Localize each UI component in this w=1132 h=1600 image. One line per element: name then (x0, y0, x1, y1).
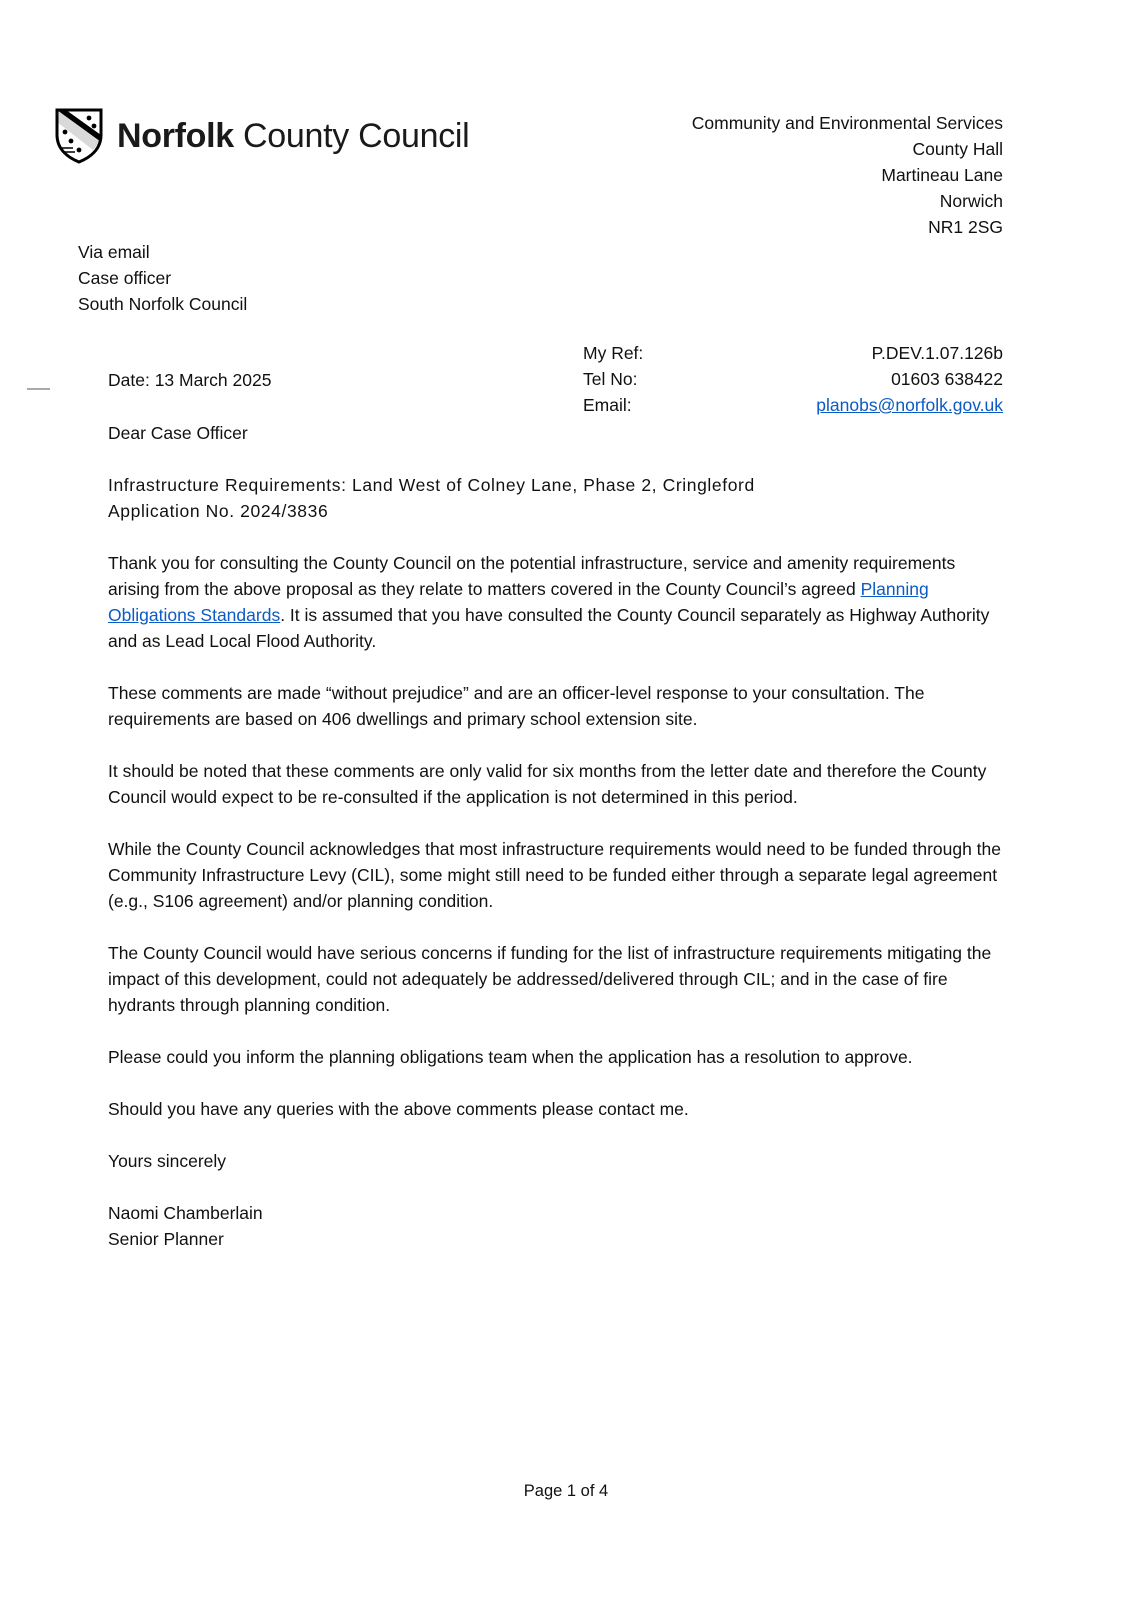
norfolk-crest-icon (55, 108, 103, 164)
paragraph-validity: It should be noted that these comments are only valid for six months from the letter date and therefore the County Council would expect to be re-consulted if the application is not determined in this period. (108, 761, 987, 807)
paragraph-cil-funding: While the County Council acknowledges that most infrastructure requirements would need to be funded through the Community Infrastructure Levy (CIL), some might still need to be funded either through a separate legal agreement (e.g., S106 agreement) and/or planning condition. (108, 839, 1002, 911)
my-ref-label: My Ref: (583, 343, 644, 363)
tel-no-value: 01603 638422 (891, 369, 1003, 389)
my-ref-value: P.DEV.1.07.126b (871, 343, 1003, 363)
ref-row-email (583, 392, 1003, 418)
sender-address (692, 110, 1003, 240)
recipient-line-case-officer: Case officer (78, 268, 172, 288)
reference-block (583, 340, 1003, 418)
fold-mark (27, 388, 50, 390)
closing: Yours sincerely (108, 1151, 227, 1171)
paragraph-consultation (108, 550, 1008, 654)
signature-title: Senior Planner (108, 1229, 224, 1249)
sender-address-line: Community and Environmental Services (691, 113, 1003, 133)
ref-row-tel-no (583, 366, 1003, 392)
page-indicator: Page 1 of 4 (523, 1482, 609, 1500)
logo-word-norfolk: Norfolk (117, 117, 234, 155)
ref-row-my-ref (583, 340, 1003, 366)
signature-name: Naomi Chamberlain (108, 1203, 263, 1223)
sender-address-line: County Hall (912, 139, 1003, 159)
paragraph-inform-team: Please could you inform the planning obligations team when the application has a resolution to approve. (108, 1047, 913, 1067)
sender-address-line: Martineau Lane (881, 165, 1003, 185)
tel-no-label: Tel No: (583, 369, 638, 389)
paragraph-queries: Should you have any queries with the above comments please contact me. (108, 1099, 689, 1119)
paragraph-text: Thank you for consulting the County Council on the potential infrastructure, service and amenity requirements arising from the above proposal as they relate to matters covered in the County Council’s agreed (108, 553, 956, 599)
subject-heading (108, 472, 1008, 524)
email-link[interactable]: planobs@norfolk.gov.uk (816, 395, 1003, 415)
recipient-line-via-email: Via email (78, 242, 150, 262)
recipient-line-council: South Norfolk Council (78, 294, 248, 314)
date-line: Date: 13 March 2025 (108, 370, 272, 390)
letter-body (108, 420, 1008, 1252)
sender-address-line: NR1 2SG (928, 217, 1003, 237)
paragraph-concerns: The County Council would have serious concerns if funding for the list of infrastructure requirements mitigating the impact of this development, could not adequately be addressed/delivered through CIL; and in the case of fire hydrants through planning condition. (108, 943, 992, 1015)
subject-line-2: Application No. 2024/3836 (108, 501, 329, 521)
salutation: Dear Case Officer (108, 423, 248, 443)
norfolk-county-council-logo (55, 108, 469, 164)
email-label: Email: (583, 395, 632, 415)
paragraph-without-prejudice: These comments are made “without prejudice” and are an officer-level response to your consultation. The requirements are based on 406 dwellings and primary school extension site. (108, 683, 925, 729)
subject-line-1: Infrastructure Requirements: Land West of Colney Lane, Phase 2, Cringleford (108, 475, 755, 495)
logo-word-county-council: County Council (233, 117, 470, 155)
paragraph-text: . It is assumed that you have consulted the County Council separately as Highway Authority and as Lead Local Flood Authority. (108, 605, 990, 651)
planning-obligations-standards-link[interactable]: Planning Obligations Standards (108, 579, 929, 625)
logo-wordmark (117, 116, 469, 156)
recipient-address (78, 239, 247, 317)
sender-address-line: Norwich (939, 191, 1003, 211)
